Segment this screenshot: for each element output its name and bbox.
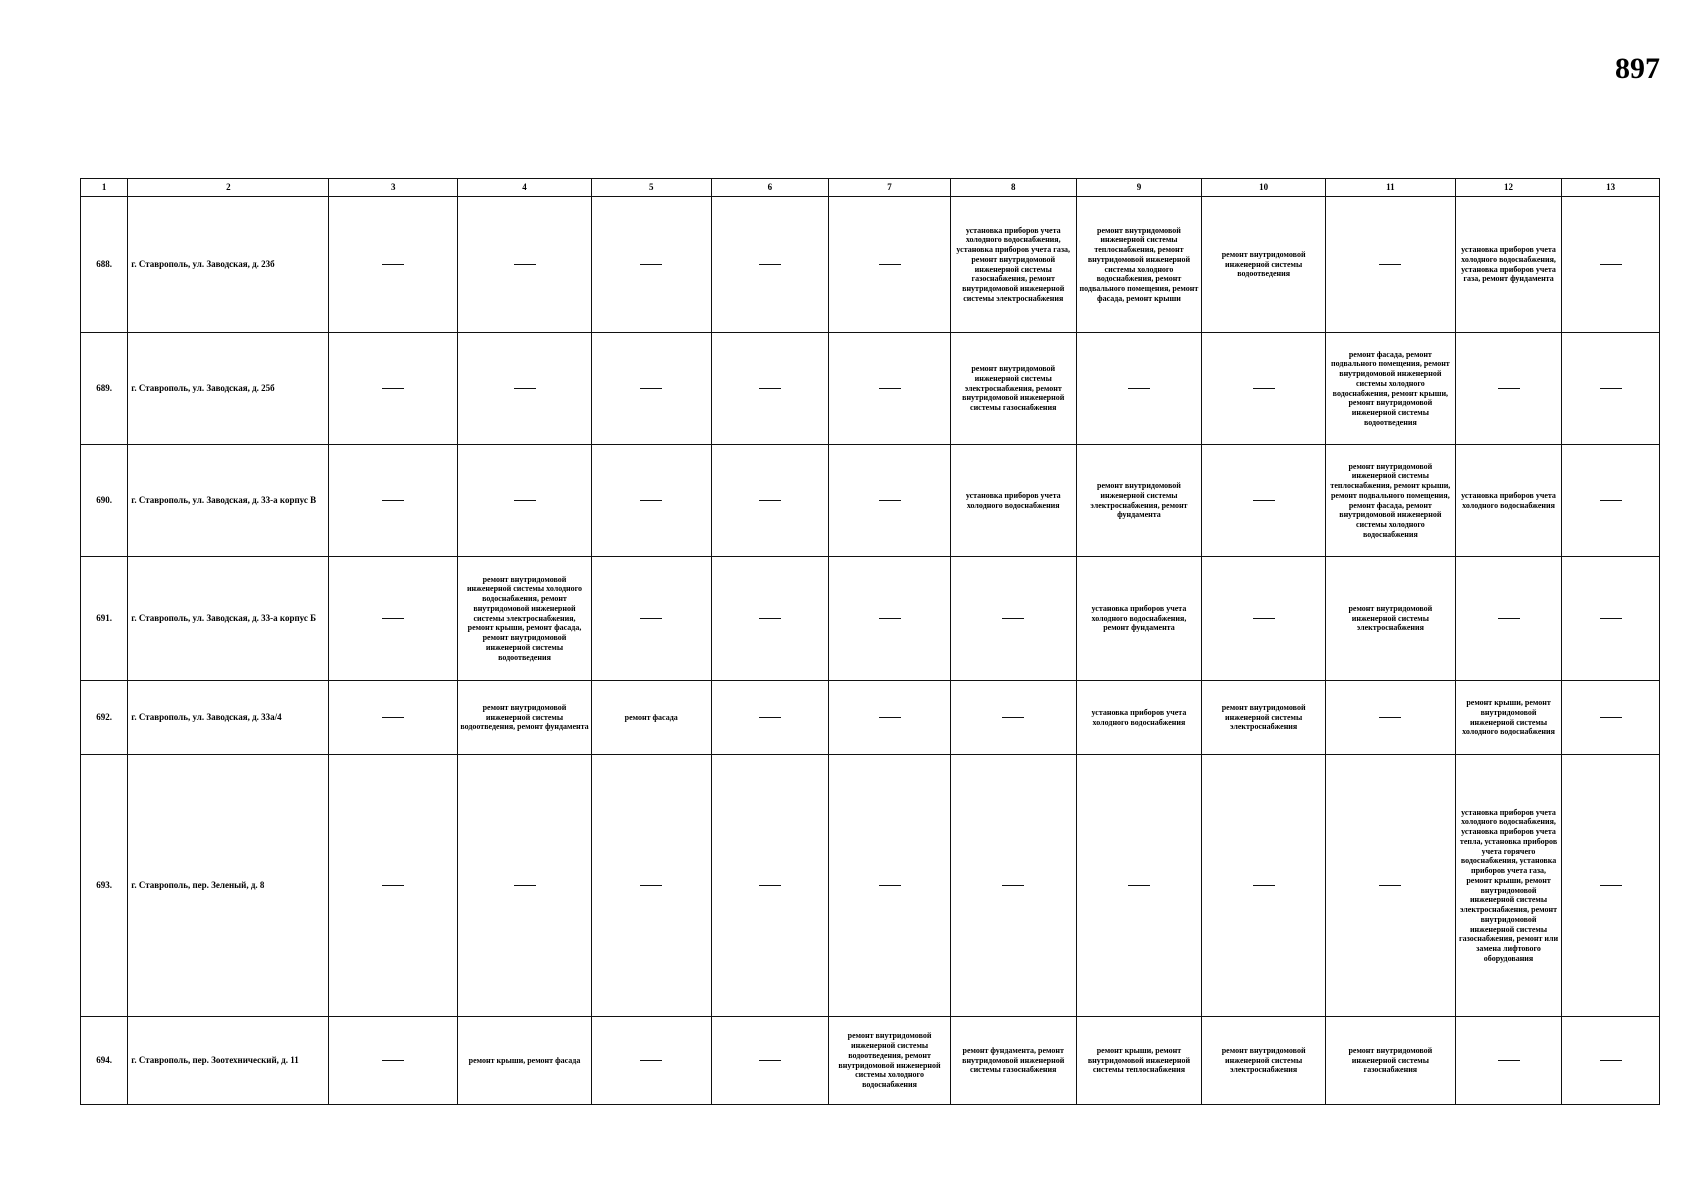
empty-cell	[591, 333, 711, 445]
dash-mark	[640, 885, 662, 886]
row-number: 688.	[81, 197, 128, 333]
column-header: 5	[591, 179, 711, 197]
empty-cell	[829, 333, 951, 445]
work-cell: ремонт внутридомовой инженерной системы электроснабжения	[1326, 557, 1456, 681]
work-cell: установка приборов учета холодного водоснабжения	[1455, 445, 1562, 557]
page-number: 897	[1615, 52, 1660, 85]
dash-mark	[640, 618, 662, 619]
empty-cell	[329, 445, 458, 557]
empty-cell	[711, 445, 829, 557]
dash-mark	[1498, 618, 1520, 619]
dash-mark	[514, 885, 536, 886]
empty-cell	[1562, 681, 1660, 755]
empty-cell	[711, 681, 829, 755]
address-cell: г. Ставрополь, ул. Заводская, д. 25б	[128, 333, 329, 445]
empty-cell	[1202, 755, 1326, 1017]
column-header: 11	[1326, 179, 1456, 197]
column-header: 6	[711, 179, 829, 197]
column-header: 3	[329, 179, 458, 197]
table-row	[81, 1017, 1660, 1105]
work-cell: установка приборов учета холодного водоснабжения, установка приборов учета тепла, установка приборов учета горячего водоснабжения, установка приборов учета газа, ремонт крыши, ремонт внутридомовой инженерной системы электроснабжения, ремонт внутридомовой инженерной системы газоснабжения, ремонт или замена лифтового оборудования	[1455, 755, 1562, 1017]
dash-mark	[382, 618, 404, 619]
work-cell: ремонт внутридомовой инженерной системы водоотведения, ремонт внутридомовой инженерной системы холодного водоснабжения	[829, 1017, 951, 1105]
dash-mark	[759, 1060, 781, 1061]
empty-cell	[329, 557, 458, 681]
dash-mark	[382, 717, 404, 718]
column-number-row	[81, 179, 1660, 197]
empty-cell	[591, 755, 711, 1017]
empty-cell	[458, 333, 592, 445]
empty-cell	[458, 197, 592, 333]
work-cell: ремонт фасада, ремонт подвального помещения, ремонт внутридомовой инженерной системы холодного водоснабжения, ремонт крыши, ремонт внутридомовой инженерной системы водоотведения	[1326, 333, 1456, 445]
empty-cell	[591, 557, 711, 681]
work-cell: ремонт внутридомовой инженерной системы электроснабжения	[1202, 681, 1326, 755]
work-cell: ремонт внутридомовой инженерной системы холодного водоснабжения, ремонт внутридомовой инженерной системы электроснабжения, ремонт крыши, ремонт фасада, ремонт внутридомовой инженерной системы водоотведения	[458, 557, 592, 681]
column-header: 10	[1202, 179, 1326, 197]
table-row	[81, 333, 1660, 445]
work-cell: установка приборов учета холодного водоснабжения, установка приборов учета газа, ремонт фундамента	[1455, 197, 1562, 333]
dash-mark	[1002, 717, 1024, 718]
column-header: 2	[128, 179, 329, 197]
dash-mark	[382, 500, 404, 501]
empty-cell	[1326, 755, 1456, 1017]
work-cell: установка приборов учета холодного водоснабжения	[950, 445, 1076, 557]
empty-cell	[950, 755, 1076, 1017]
work-cell: ремонт внутридомовой инженерной системы водоотведения	[1202, 197, 1326, 333]
dash-mark	[759, 500, 781, 501]
dash-mark	[759, 618, 781, 619]
work-cell: ремонт внутридомовой инженерной системы газоснабжения	[1326, 1017, 1456, 1105]
empty-cell	[829, 557, 951, 681]
dash-mark	[879, 264, 901, 265]
empty-cell	[329, 197, 458, 333]
work-cell: ремонт крыши, ремонт внутридомовой инженерной системы теплоснабжения	[1076, 1017, 1202, 1105]
empty-cell	[1455, 333, 1562, 445]
empty-cell	[1562, 445, 1660, 557]
dash-mark	[759, 264, 781, 265]
dash-mark	[1253, 618, 1275, 619]
table-row	[81, 445, 1660, 557]
dash-mark	[1600, 1060, 1622, 1061]
empty-cell	[711, 557, 829, 681]
column-header: 9	[1076, 179, 1202, 197]
dash-mark	[879, 618, 901, 619]
dash-mark	[879, 717, 901, 718]
dash-mark	[759, 885, 781, 886]
work-cell: ремонт внутридомовой инженерной системы теплоснабжения, ремонт внутридомовой инженерной системы холодного водоснабжения, ремонт подвального помещения, ремонт фасада, ремонт крыши	[1076, 197, 1202, 333]
table-row	[81, 197, 1660, 333]
dash-mark	[759, 717, 781, 718]
column-header: 13	[1562, 179, 1660, 197]
works-table	[80, 178, 1660, 1105]
column-header: 7	[829, 179, 951, 197]
empty-cell	[1562, 197, 1660, 333]
dash-mark	[640, 1060, 662, 1061]
address-cell: г. Ставрополь, пер. Зеленый, д. 8	[128, 755, 329, 1017]
empty-cell	[591, 1017, 711, 1105]
column-header: 1	[81, 179, 128, 197]
work-cell: установка приборов учета холодного водоснабжения	[1076, 681, 1202, 755]
dash-mark	[1600, 500, 1622, 501]
row-number: 690.	[81, 445, 128, 557]
address-cell: г. Ставрополь, ул. Заводская, д. 23б	[128, 197, 329, 333]
work-cell: ремонт внутридомовой инженерной системы электроснабжения, ремонт внутридомовой инженерной системы газоснабжения	[950, 333, 1076, 445]
dash-mark	[640, 264, 662, 265]
dash-mark	[1253, 885, 1275, 886]
row-number: 694.	[81, 1017, 128, 1105]
dash-mark	[759, 388, 781, 389]
empty-cell	[1562, 755, 1660, 1017]
dash-mark	[514, 388, 536, 389]
dash-mark	[1002, 885, 1024, 886]
dash-mark	[1002, 618, 1024, 619]
dash-mark	[1128, 885, 1150, 886]
empty-cell	[1202, 557, 1326, 681]
empty-cell	[1326, 681, 1456, 755]
work-cell: ремонт внутридомовой инженерной системы теплоснабжения, ремонт крыши, ремонт подвального помещения, ремонт фасада, ремонт внутридомовой инженерной системы холодного водоснабжения	[1326, 445, 1456, 557]
dash-mark	[382, 1060, 404, 1061]
dash-mark	[1379, 264, 1401, 265]
work-cell: ремонт внутридомовой инженерной системы водоотведения, ремонт фундамента	[458, 681, 592, 755]
empty-cell	[950, 681, 1076, 755]
dash-mark	[1379, 885, 1401, 886]
empty-cell	[591, 445, 711, 557]
table-body	[81, 197, 1660, 1105]
empty-cell	[458, 445, 592, 557]
empty-cell	[1455, 1017, 1562, 1105]
work-cell: установка приборов учета холодного водоснабжения, ремонт фундамента	[1076, 557, 1202, 681]
empty-cell	[829, 197, 951, 333]
work-cell: ремонт внутридомовой инженерной системы электроснабжения, ремонт фундамента	[1076, 445, 1202, 557]
empty-cell	[1562, 1017, 1660, 1105]
empty-cell	[1562, 333, 1660, 445]
address-cell: г. Ставрополь, ул. Заводская, д. 33-а корпус В	[128, 445, 329, 557]
row-number: 692.	[81, 681, 128, 755]
dash-mark	[879, 885, 901, 886]
dash-mark	[514, 500, 536, 501]
work-cell: ремонт фундамента, ремонт внутридомовой инженерной системы газоснабжения	[950, 1017, 1076, 1105]
empty-cell	[1076, 755, 1202, 1017]
dash-mark	[640, 500, 662, 501]
dash-mark	[1498, 388, 1520, 389]
column-header: 4	[458, 179, 592, 197]
address-cell: г. Ставрополь, пер. Зоотехнический, д. 11	[128, 1017, 329, 1105]
empty-cell	[1562, 557, 1660, 681]
dash-mark	[382, 388, 404, 389]
empty-cell	[711, 197, 829, 333]
dash-mark	[1253, 500, 1275, 501]
dash-mark	[1379, 717, 1401, 718]
empty-cell	[829, 681, 951, 755]
dash-mark	[382, 264, 404, 265]
work-cell: ремонт крыши, ремонт фасада	[458, 1017, 592, 1105]
empty-cell	[950, 557, 1076, 681]
dash-mark	[640, 388, 662, 389]
empty-cell	[329, 333, 458, 445]
empty-cell	[591, 197, 711, 333]
work-cell: установка приборов учета холодного водоснабжения, установка приборов учета газа, ремонт внутридомовой инженерной системы газоснабжения, ремонт внутридомовой инженерной системы электроснабжения	[950, 197, 1076, 333]
empty-cell	[329, 681, 458, 755]
dash-mark	[514, 264, 536, 265]
empty-cell	[1202, 333, 1326, 445]
work-cell: ремонт крыши, ремонт внутридомовой инженерной системы холодного водоснабжения	[1455, 681, 1562, 755]
dash-mark	[879, 388, 901, 389]
row-number: 689.	[81, 333, 128, 445]
dash-mark	[1498, 1060, 1520, 1061]
dash-mark	[879, 500, 901, 501]
dash-mark	[1600, 885, 1622, 886]
column-header: 12	[1455, 179, 1562, 197]
dash-mark	[1128, 388, 1150, 389]
empty-cell	[1455, 557, 1562, 681]
table-row	[81, 557, 1660, 681]
dash-mark	[1600, 388, 1622, 389]
empty-cell	[1326, 197, 1456, 333]
dash-mark	[1600, 618, 1622, 619]
work-cell: ремонт фасада	[591, 681, 711, 755]
address-cell: г. Ставрополь, ул. Заводская, д. 33а/4	[128, 681, 329, 755]
row-number: 693.	[81, 755, 128, 1017]
dash-mark	[1253, 388, 1275, 389]
column-header: 8	[950, 179, 1076, 197]
row-number: 691.	[81, 557, 128, 681]
empty-cell	[329, 1017, 458, 1105]
dash-mark	[1600, 717, 1622, 718]
dash-mark	[382, 885, 404, 886]
empty-cell	[711, 333, 829, 445]
empty-cell	[329, 755, 458, 1017]
table-row	[81, 681, 1660, 755]
empty-cell	[1076, 333, 1202, 445]
empty-cell	[458, 755, 592, 1017]
work-cell: ремонт внутридомовой инженерной системы электроснабжения	[1202, 1017, 1326, 1105]
empty-cell	[1202, 445, 1326, 557]
empty-cell	[829, 755, 951, 1017]
empty-cell	[711, 755, 829, 1017]
table-row	[81, 755, 1660, 1017]
empty-cell	[711, 1017, 829, 1105]
dash-mark	[1600, 264, 1622, 265]
address-cell: г. Ставрополь, ул. Заводская, д. 33-а корпус Б	[128, 557, 329, 681]
empty-cell	[829, 445, 951, 557]
